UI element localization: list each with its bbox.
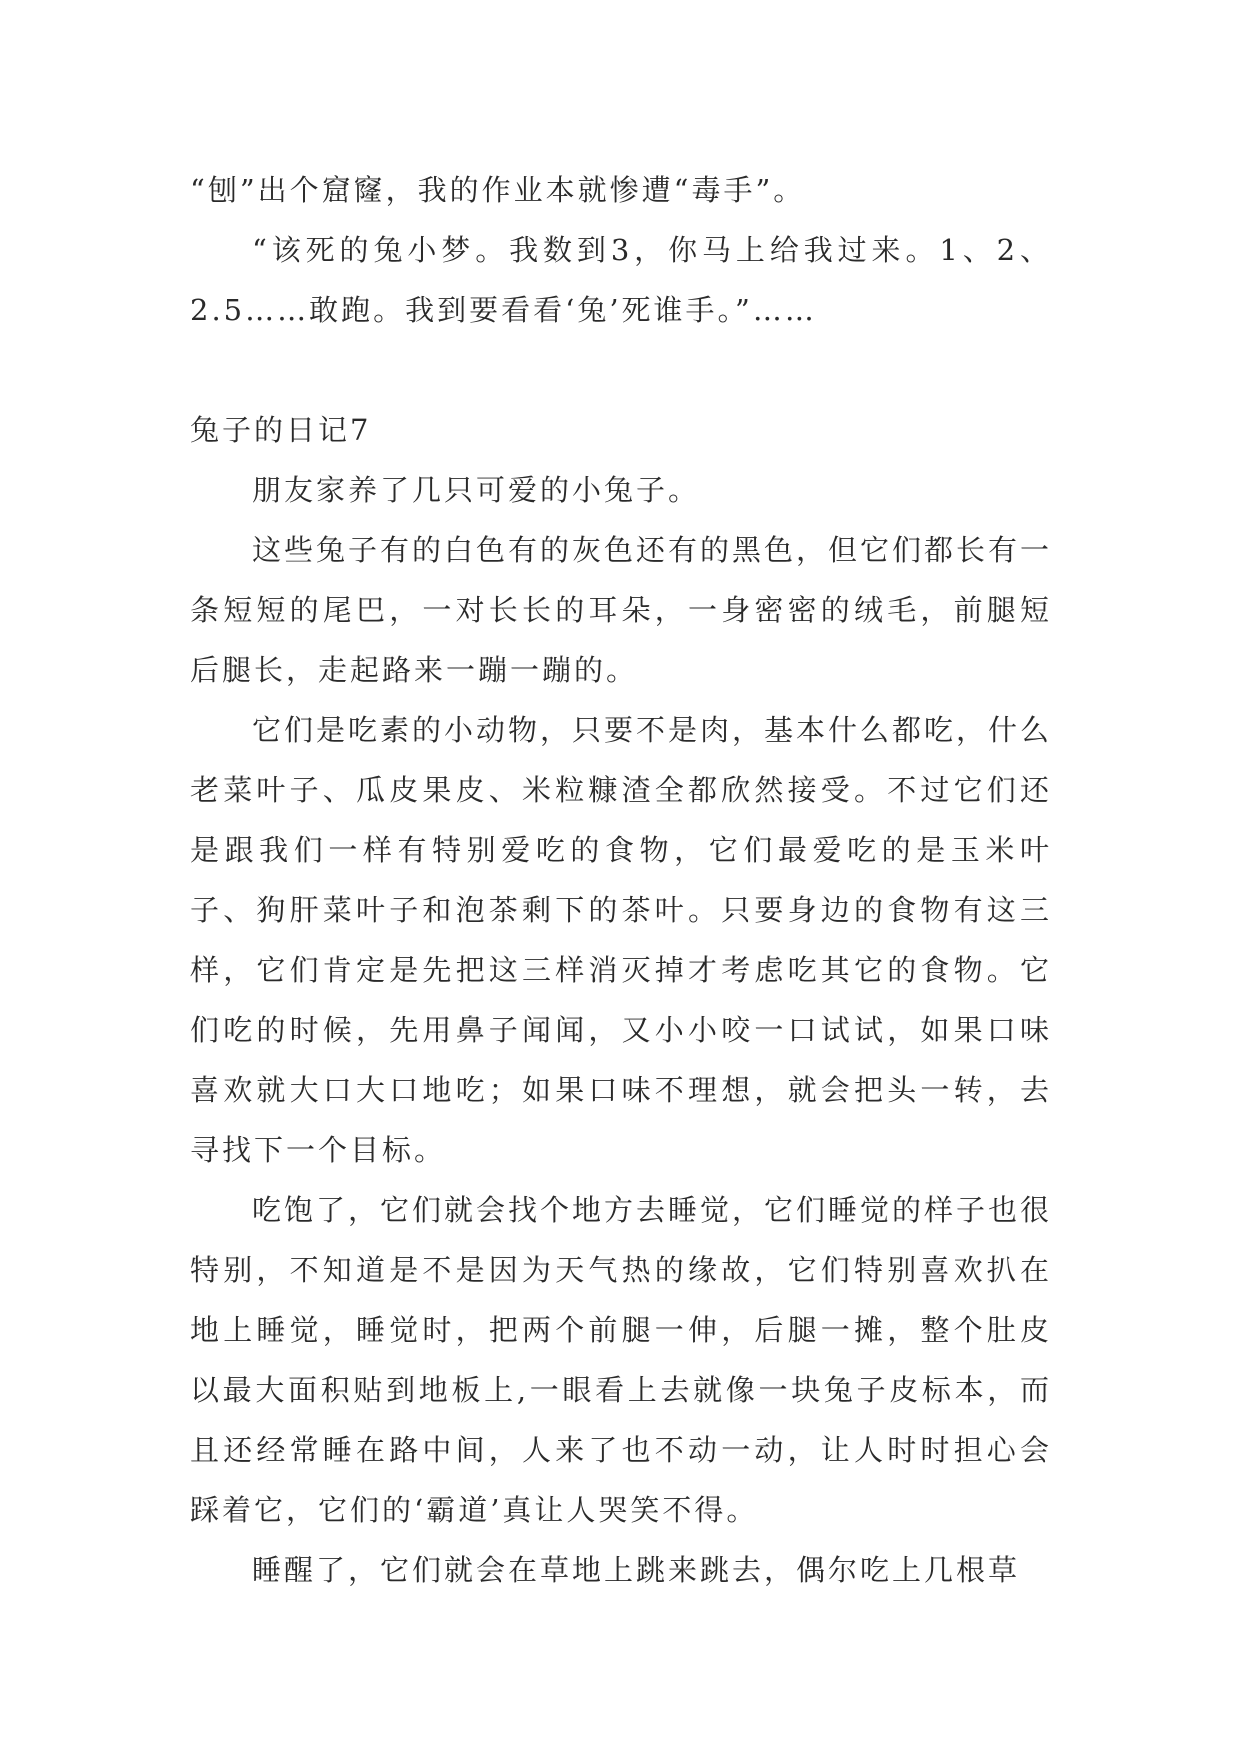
- paragraph: 睡醒了，它们就会在草地上跳来跳去，偶尔吃上几根草: [252, 1553, 1021, 1587]
- paragraph-continuation: “刨”出个窟窿，我的作业本就惨遭“毒手”。: [190, 173, 806, 207]
- section-gap: [190, 340, 1052, 400]
- paragraph-quote: “该死的兔小梦。我数到3，你马上给我过来。1、2、2.5……敢跑。我到要看看‘兔’死谁手。”……: [190, 233, 1052, 327]
- paragraph: 这些兔子有的白色有的灰色还有的黑色，但它们都长有一条短短的尾巴，一对长长的耳朵，一身密密的绒毛，前腿短后腿长，走起路来一蹦一蹦的。: [190, 533, 1053, 687]
- paragraph: 朋友家养了几只可爱的小兔子。: [252, 473, 701, 507]
- paragraph: 吃饱了，它们就会找个地方去睡觉，它们睡觉的样子也很特别，不知道是不是因为天气热的缘故，它们特别喜欢扒在地上睡觉，睡觉时，把两个前腿一伸，后腿一摊，整个肚皮以最大面积贴到地板上,一眼看上去就像一块兔子皮标本，而且还经常睡在路中间，人来了也不动一动，让人时时担心会踩着它，它们的‘霸道’真让人哭笑不得。: [190, 1193, 1053, 1527]
- document-page: [190, 160, 1052, 1600]
- section-title: 兔子的日记7: [190, 413, 372, 447]
- paragraph: 它们是吃素的小动物，只要不是肉，基本什么都吃，什么老菜叶子、瓜皮果皮、米粒糠渣全都欣然接受。不过它们还是跟我们一样有特别爱吃的食物，它们最爱吃的是玉米叶子、狗肝菜叶子和泡茶剩下的茶叶。只要身边的食物有这三样，它们肯定是先把这三样消灭掉才考虑吃其它的食物。它们吃的时候，先用鼻子闻闻，又小小咬一口试试，如果口味喜欢就大口大口地吃；如果口味不理想，就会把头一转，去寻找下一个目标。: [190, 713, 1053, 1167]
